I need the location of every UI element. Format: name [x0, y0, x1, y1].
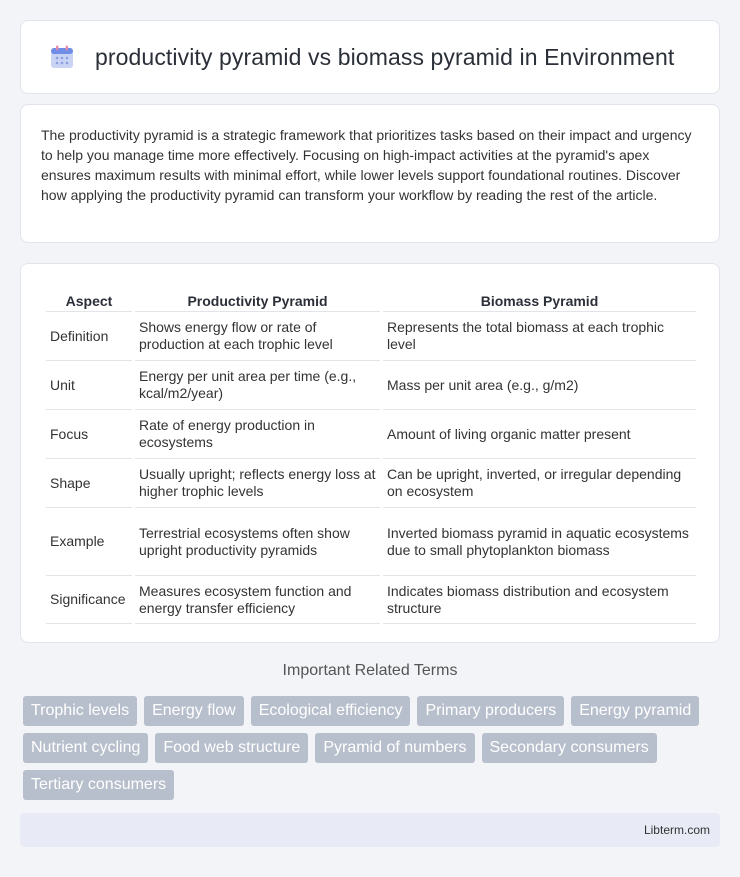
- table-row: [46, 576, 696, 624]
- biomass-cell: Mass per unit area (e.g., g/m2): [383, 361, 696, 410]
- productivity-cell: Rate of energy production in ecosystems: [135, 410, 380, 459]
- related-terms-title: Important Related Terms: [282, 662, 458, 679]
- table-row: [46, 410, 696, 459]
- aspect-cell: Focus: [46, 410, 132, 459]
- intro-card: [20, 104, 720, 243]
- productivity-cell: Measures ecosystem function and energy transfer efficiency: [135, 576, 380, 624]
- aspect-cell: Definition: [46, 312, 132, 361]
- biomass-cell: Inverted biomass pyramid in aquatic ecosystems due to small phytoplankton biomass: [383, 508, 696, 576]
- column-header-productivity: Productivity Pyramid: [135, 286, 380, 312]
- calendar-icon: [49, 44, 75, 70]
- tag-tertiary-consumers[interactable]: Tertiary consumers: [23, 770, 174, 800]
- footer: [20, 813, 720, 847]
- biomass-cell: Represents the total biomass at each trophic level: [383, 312, 696, 361]
- comparison-table: [43, 286, 699, 624]
- productivity-cell: Energy per unit area per time (e.g., kcal/m2/year): [135, 361, 380, 410]
- productivity-cell: Terrestrial ecosystems often show upright productivity pyramids: [135, 508, 380, 576]
- table-row: [46, 361, 696, 410]
- page-title: productivity pyramid vs biomass pyramid in Environment: [95, 43, 675, 70]
- comparison-card: [20, 263, 720, 643]
- related-terms-list: [23, 696, 723, 800]
- tag-pyramid-of-numbers[interactable]: Pyramid of numbers: [315, 733, 474, 763]
- tag-energy-pyramid[interactable]: Energy pyramid: [571, 696, 699, 726]
- footer-brand-link[interactable]: Libterm.com: [643, 823, 710, 837]
- column-header-aspect: Aspect: [46, 286, 132, 312]
- table-row: [46, 459, 696, 508]
- tag-ecological-efficiency[interactable]: Ecological efficiency: [251, 696, 411, 726]
- header-card: [20, 20, 720, 94]
- tag-food-web-structure[interactable]: Food web structure: [155, 733, 308, 763]
- aspect-cell: Example: [46, 508, 132, 576]
- table-row: [46, 508, 696, 576]
- aspect-cell: Shape: [46, 459, 132, 508]
- table-header-row: [46, 286, 696, 312]
- tag-energy-flow[interactable]: Energy flow: [144, 696, 244, 726]
- tag-nutrient-cycling[interactable]: Nutrient cycling: [23, 733, 148, 763]
- tag-secondary-consumers[interactable]: Secondary consumers: [482, 733, 657, 763]
- aspect-cell: Significance: [46, 576, 132, 624]
- aspect-cell: Unit: [46, 361, 132, 410]
- biomass-cell: Can be upright, inverted, or irregular depending on ecosystem: [383, 459, 696, 508]
- productivity-cell: Shows energy flow or rate of production at each trophic level: [135, 312, 380, 361]
- tag-primary-producers[interactable]: Primary producers: [417, 696, 564, 726]
- column-header-biomass: Biomass Pyramid: [383, 286, 696, 312]
- table-row: [46, 312, 696, 361]
- tag-trophic-levels[interactable]: Trophic levels: [23, 696, 137, 726]
- productivity-cell: Usually upright; reflects energy loss at higher trophic levels: [135, 459, 380, 508]
- biomass-cell: Amount of living organic matter present: [383, 410, 696, 459]
- intro-text: The productivity pyramid is a strategic framework that prioritizes tasks based on their impact and urgency to help you manage time more effectively. Focusing on high-impact activities at the pyramid's apex ensures maximum results with minimal effort, while lower levels support foundational routines. Discover how applying the productivity pyramid can transform your workflow by reading the rest of the article.: [41, 127, 692, 203]
- biomass-cell: Indicates biomass distribution and ecosystem structure: [383, 576, 696, 624]
